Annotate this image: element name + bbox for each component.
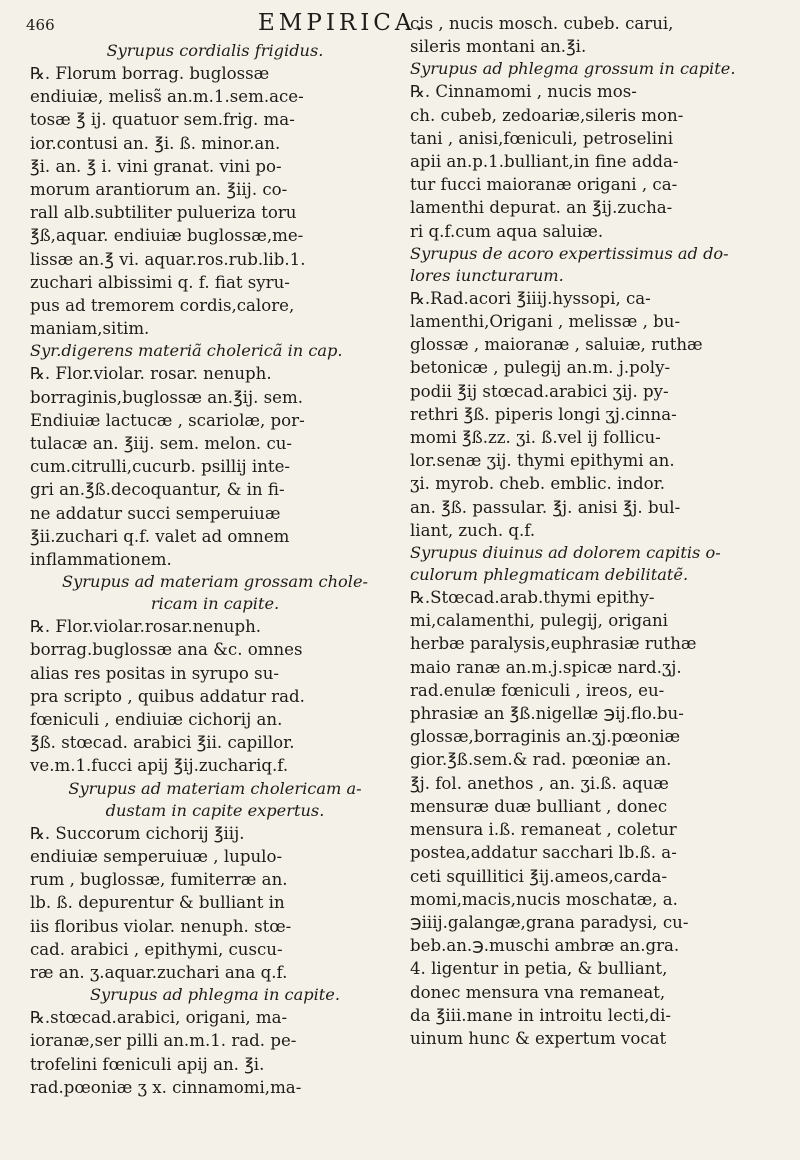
text-line: morum arantiorum an. ℥iij. co- <box>30 180 288 200</box>
text-line: ℥ii.zuchari q.f. valet ad omnem <box>30 526 290 546</box>
text-line: maniam,sitim. <box>30 319 150 339</box>
text-line: momi,macis,nucis moschatæ, a. <box>410 889 678 909</box>
text-line: borrag.buglossæ ana &c. omnes <box>30 640 303 660</box>
recipe-paragraph <box>410 287 785 542</box>
text-line: Syrupus ad phlegma in capite. <box>89 985 341 1005</box>
text-line: dustam in capite expertus. <box>105 800 325 820</box>
text-line: rad.pœoniæ ʒ x. cinnamomi,ma- <box>30 1077 302 1097</box>
recipe-paragraph <box>30 822 400 984</box>
text-line: Syrupus diuinus ad dolorem capitis o- <box>410 543 721 563</box>
recipe-paragraph <box>410 80 785 242</box>
text-line: Syr.digerens materiã cholericã in cap. <box>30 341 343 361</box>
text-line: ℞. Flor.violar. rosar. nenuph. <box>30 364 272 384</box>
text-line: ne addatur succi semperuiuæ <box>30 503 281 523</box>
recipe-paragraph <box>30 362 400 571</box>
text-line: da ℥iii.mane in introitu lecti,di- <box>410 1005 671 1025</box>
text-line: fœniculi , endiuiæ cichorij an. <box>30 710 283 730</box>
text-line: donec mensura vna remaneat, <box>410 982 666 1002</box>
text-line: liant, zuch. q.f. <box>410 520 536 540</box>
text-line: iis floribus violar. nenuph. stœ- <box>30 916 292 936</box>
text-line: ve.m.1.fucci apij ℥ij.zuchariq.f. <box>30 756 289 776</box>
text-line: lor.senæ ʒij. thymi epithymi an. <box>410 451 675 471</box>
text-line: betonicæ , pulegij an.m. j.poly- <box>410 358 671 378</box>
section-heading <box>30 984 400 1006</box>
text-line: cad. arabici , epithymi, cuscu- <box>30 939 283 959</box>
text-line: ℥i. an. ℥ i. vini granat. vini po- <box>30 156 282 176</box>
text-line: uinum hunc & expertum vocat <box>410 1028 667 1048</box>
text-line: cum.citrulli,cucurb. psillij inte- <box>30 457 291 477</box>
text-line: ℞. Cinnamomi , nucis mos- <box>410 82 637 102</box>
page-number: 466 <box>26 16 55 34</box>
text-line: ℞.stœcad.arabici, origani, ma- <box>30 1008 288 1028</box>
text-line: rethri ℥ß. piperis longi ʒj.cinna- <box>410 404 677 424</box>
text-line: glossæ , maioranæ , saluiæ, ruthæ <box>410 335 703 355</box>
text-line: zuchari albissimi q. f. fiat syru- <box>30 272 290 292</box>
text-line: alias res positas in syrupo su- <box>30 663 279 683</box>
section-heading <box>30 40 400 62</box>
section-heading <box>30 778 400 822</box>
text-line: lissæ an.℥ vi. aquar.ros.rub.lib.1. <box>30 249 306 269</box>
text-line: lamenthi depurat. an ℥ij.zucha- <box>410 198 673 218</box>
text-line: postea,addatur sacchari lb.ß. a- <box>410 843 677 863</box>
text-line: Syrupus ad materiam cholericam a- <box>68 778 362 798</box>
text-line: mensuræ duæ bulliant , donec <box>410 796 668 816</box>
recipe-paragraph <box>30 62 400 340</box>
text-line: momi ℥ß.zz. ʒi. ß.vel ij follicu- <box>410 428 661 448</box>
text-line: phrasiæ an ℥ß.nigellæ ℈ij.flo.bu- <box>410 704 684 724</box>
text-line: an. ℥ß. passular. ℥j. anisi ℥j. bul- <box>410 497 681 517</box>
text-line: glossæ,borraginis an.ʒj.pœoniæ <box>410 727 681 747</box>
text-line: maio ranæ an.m.j.spicæ nard.ʒj. <box>410 657 682 677</box>
recipe-paragraph <box>30 1006 400 1099</box>
section-heading <box>410 542 785 586</box>
text-line: ℈iiij.galangæ,grana paradysi, cu- <box>410 912 689 932</box>
text-line: ℥ß,aquar. endiuiæ buglossæ,me- <box>30 226 304 246</box>
text-line: ricam in capite. <box>150 594 280 614</box>
text-line: inflammationem. <box>30 550 172 570</box>
text-line: rall alb.subtiliter pulueriza toru <box>30 203 297 223</box>
text-line: ioranæ,ser pilli an.m.1. rad. pe- <box>30 1031 297 1051</box>
text-line: trofelini fœniculi apij an. ℥i. <box>30 1054 265 1074</box>
recipe-paragraph <box>30 615 400 777</box>
right-column <box>410 12 785 1050</box>
text-line: ℞.Rad.acori ℥iiij.hyssopi, ca- <box>410 288 651 308</box>
text-line: pus ad tremorem cordis,calore, <box>30 296 295 316</box>
text-line: cis , nucis mosch. cubeb. carui, <box>410 14 674 33</box>
running-head: EMPIRICA. <box>258 10 427 36</box>
text-line: lamenthi,Origani , melissæ , bu- <box>410 312 681 332</box>
recipe-paragraph <box>410 586 785 1050</box>
text-line: Syrupus cordialis frigidus. <box>106 41 324 60</box>
left-column <box>30 40 400 1099</box>
text-line: tur fucci maioranæ origani , ca- <box>410 175 678 195</box>
text-line: gri an.℥ß.decoquantur, & in fi- <box>30 480 285 500</box>
text-line: lb. ß. depurentur & bulliant in <box>30 893 285 913</box>
text-line: ℞. Flor.violar.rosar.nenuph. <box>30 617 262 637</box>
text-line: ch. cubeb, zedoariæ,sileris mon- <box>410 105 684 125</box>
text-line: ʒi. myrob. cheb. emblic. indor. <box>410 474 666 494</box>
text-line: tosæ ℥ ij. quatuor sem.frig. ma- <box>30 110 295 130</box>
text-line: apii an.p.1.bulliant,in fine adda- <box>410 152 679 172</box>
text-line: Syrupus ad phlegma grossum in capite. <box>410 59 736 79</box>
section-heading <box>410 58 785 80</box>
text-line: ceti squillitici ℥ij.ameos,carda- <box>410 866 668 886</box>
text-line: ℥j. fol. anethos , an. ʒi.ß. aquæ <box>410 773 669 793</box>
text-line: rad.enulæ fœniculi , ireos, eu- <box>410 680 665 700</box>
text-line: ri q.f.cum aqua saluiæ. <box>410 221 604 241</box>
text-line: pra scripto , quibus addatur rad. <box>30 686 305 706</box>
text-line: gior.℥ß.sem.& rad. pœoniæ an. <box>410 750 672 770</box>
text-line: sileris montani an.℥i. <box>410 37 587 57</box>
text-line: herbæ paralysis,euphrasiæ ruthæ <box>410 634 697 654</box>
text-line: mi,calamenthi, pulegij, origani <box>410 611 668 631</box>
text-line: mensura i.ß. remaneat , coletur <box>410 820 677 840</box>
text-line: endiuiæ, meliss̃ an.m.1.sem.ace- <box>30 87 304 107</box>
text-line: ræ an. ʒ.aquar.zuchari ana q.f. <box>30 962 288 982</box>
text-line: Syrupus ad materiam grossam chole- <box>61 572 368 592</box>
text-line: ℞.Stœcad.arab.thymi epithy- <box>410 588 655 608</box>
text-line: Endiuiæ lactucæ , scariolæ, por- <box>30 410 305 430</box>
text-line: 4. ligentur in petia, & bulliant, <box>410 959 668 979</box>
text-line: ℥ß. stœcad. arabici ℥ii. capillor. <box>30 733 295 753</box>
text-line: tani , anisi,fœniculi, petroselini <box>410 128 674 148</box>
text-line: ior.contusi an. ℥i. ß. minor.an. <box>30 133 281 153</box>
text-line: ℞. Florum borrag. buglossæ <box>30 64 270 83</box>
text-line: lores iuncturarum. <box>410 265 564 285</box>
text-line: tulacæ an. ℥iij. sem. melon. cu- <box>30 434 293 454</box>
text-line: beb.an.℈.muschi ambræ an.gra. <box>410 936 680 956</box>
text-line: endiuiæ semperuiuæ , lupulo- <box>30 846 283 866</box>
text-line: ℞. Succorum cichorij ℥iij. <box>30 823 245 843</box>
text-line: rum , buglossæ, fumiterræ an. <box>30 870 288 890</box>
recipe-paragraph <box>410 12 785 58</box>
section-heading <box>30 340 400 362</box>
text-line: Syrupus de acoro expertissimus ad do- <box>410 243 729 263</box>
text-line: borraginis,buglossæ an.℥ij. sem. <box>30 387 304 407</box>
text-line: podii ℥ij stœcad.arabici ʒij. py- <box>410 381 669 401</box>
section-heading <box>30 571 400 615</box>
section-heading <box>410 243 785 287</box>
text-line: culorum phlegmaticam debilitatẽ. <box>410 565 689 585</box>
